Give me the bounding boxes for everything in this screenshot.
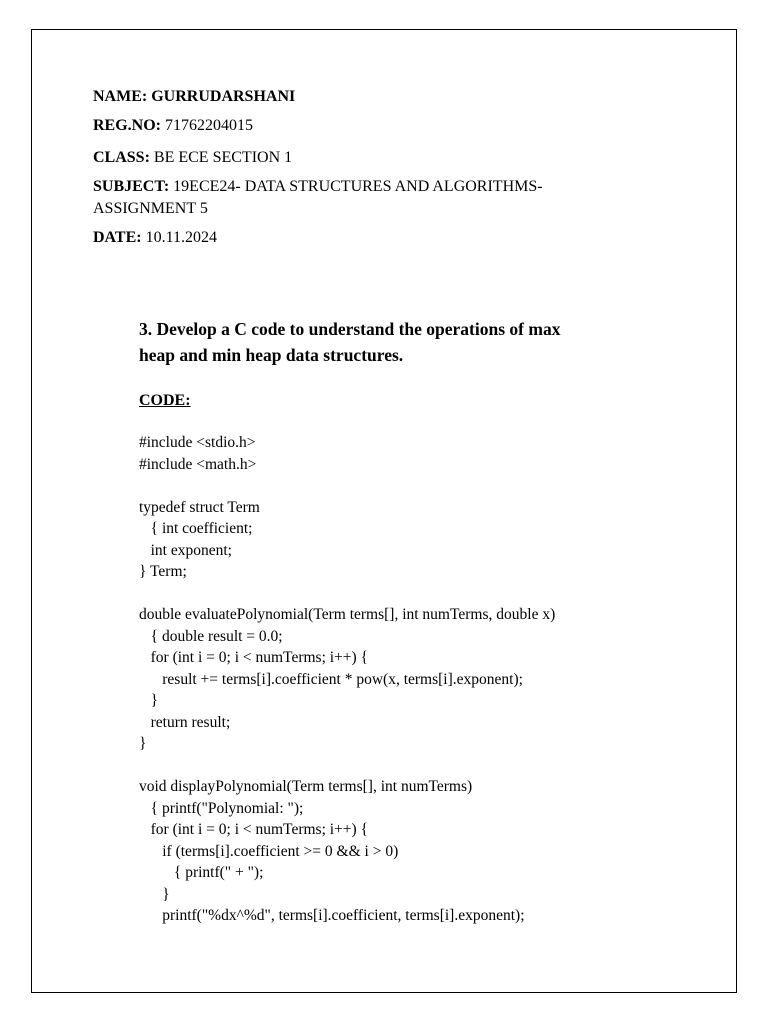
code-line: #include <stdio.h>	[139, 434, 256, 451]
code-line: return result;	[139, 713, 231, 731]
code-line	[139, 755, 555, 777]
code-line: void displayPolynomial(Term terms[], int numTerms)	[139, 778, 473, 795]
code-line	[139, 583, 555, 605]
name-value: GURRUDARSHANI	[151, 88, 296, 105]
question-line2: heap and min heap data structures.	[139, 345, 404, 365]
code-line: printf("%dx^%d", terms[i].coefficient, terms[i].exponent);	[139, 907, 525, 924]
subject-value-line2: ASSIGNMENT 5	[93, 200, 208, 217]
regno-label: REG.NO:	[93, 117, 161, 134]
date-line	[93, 227, 217, 249]
regno-line	[93, 115, 253, 137]
code-line: typedef struct Term	[139, 498, 260, 516]
regno-value: 71762204015	[165, 117, 253, 134]
code-line: int exponent;	[139, 541, 232, 559]
name-line	[93, 86, 295, 108]
date-value: 10.11.2024	[145, 229, 217, 246]
code-line: for (int i = 0; i < numTerms; i++) {	[139, 821, 369, 838]
date-label: DATE:	[93, 229, 142, 246]
subject-line	[93, 176, 543, 198]
question-line1: 3. Develop a C code to understand the operations of max	[139, 319, 561, 339]
code-line	[139, 475, 555, 497]
code-line: }	[139, 735, 147, 752]
name-label: NAME:	[93, 88, 148, 105]
code-block	[139, 432, 555, 927]
code-line: } Term;	[139, 563, 187, 580]
class-value: BE ECE SECTION 1	[153, 149, 293, 166]
code-line: for (int i = 0; i < numTerms; i++) {	[139, 649, 369, 666]
subject-label: SUBJECT:	[93, 178, 170, 195]
code-line: { printf("Polynomial: ");	[139, 799, 304, 817]
code-line: { int coefficient;	[139, 520, 253, 537]
code-line: double evaluatePolynomial(Term terms[], int numTerms, double x)	[139, 606, 556, 623]
code-line: #include <math.h>	[139, 455, 257, 473]
code-line: { double result = 0.0;	[139, 627, 283, 645]
code-line: { printf(" + ");	[139, 864, 264, 881]
code-line: if (terms[i].coefficient >= 0 && i > 0)	[139, 842, 399, 860]
class-line	[93, 147, 292, 169]
code-line: result += terms[i].coefficient * pow(x, terms[i].exponent);	[139, 670, 523, 688]
code-line: }	[139, 692, 159, 709]
code-heading: CODE:	[139, 392, 191, 409]
subject-value-line1: 19ECE24- DATA STRUCTURES AND ALGORITHMS-	[173, 178, 543, 195]
question-text	[139, 316, 560, 368]
code-line: }	[139, 885, 170, 903]
class-label: CLASS:	[93, 149, 150, 166]
